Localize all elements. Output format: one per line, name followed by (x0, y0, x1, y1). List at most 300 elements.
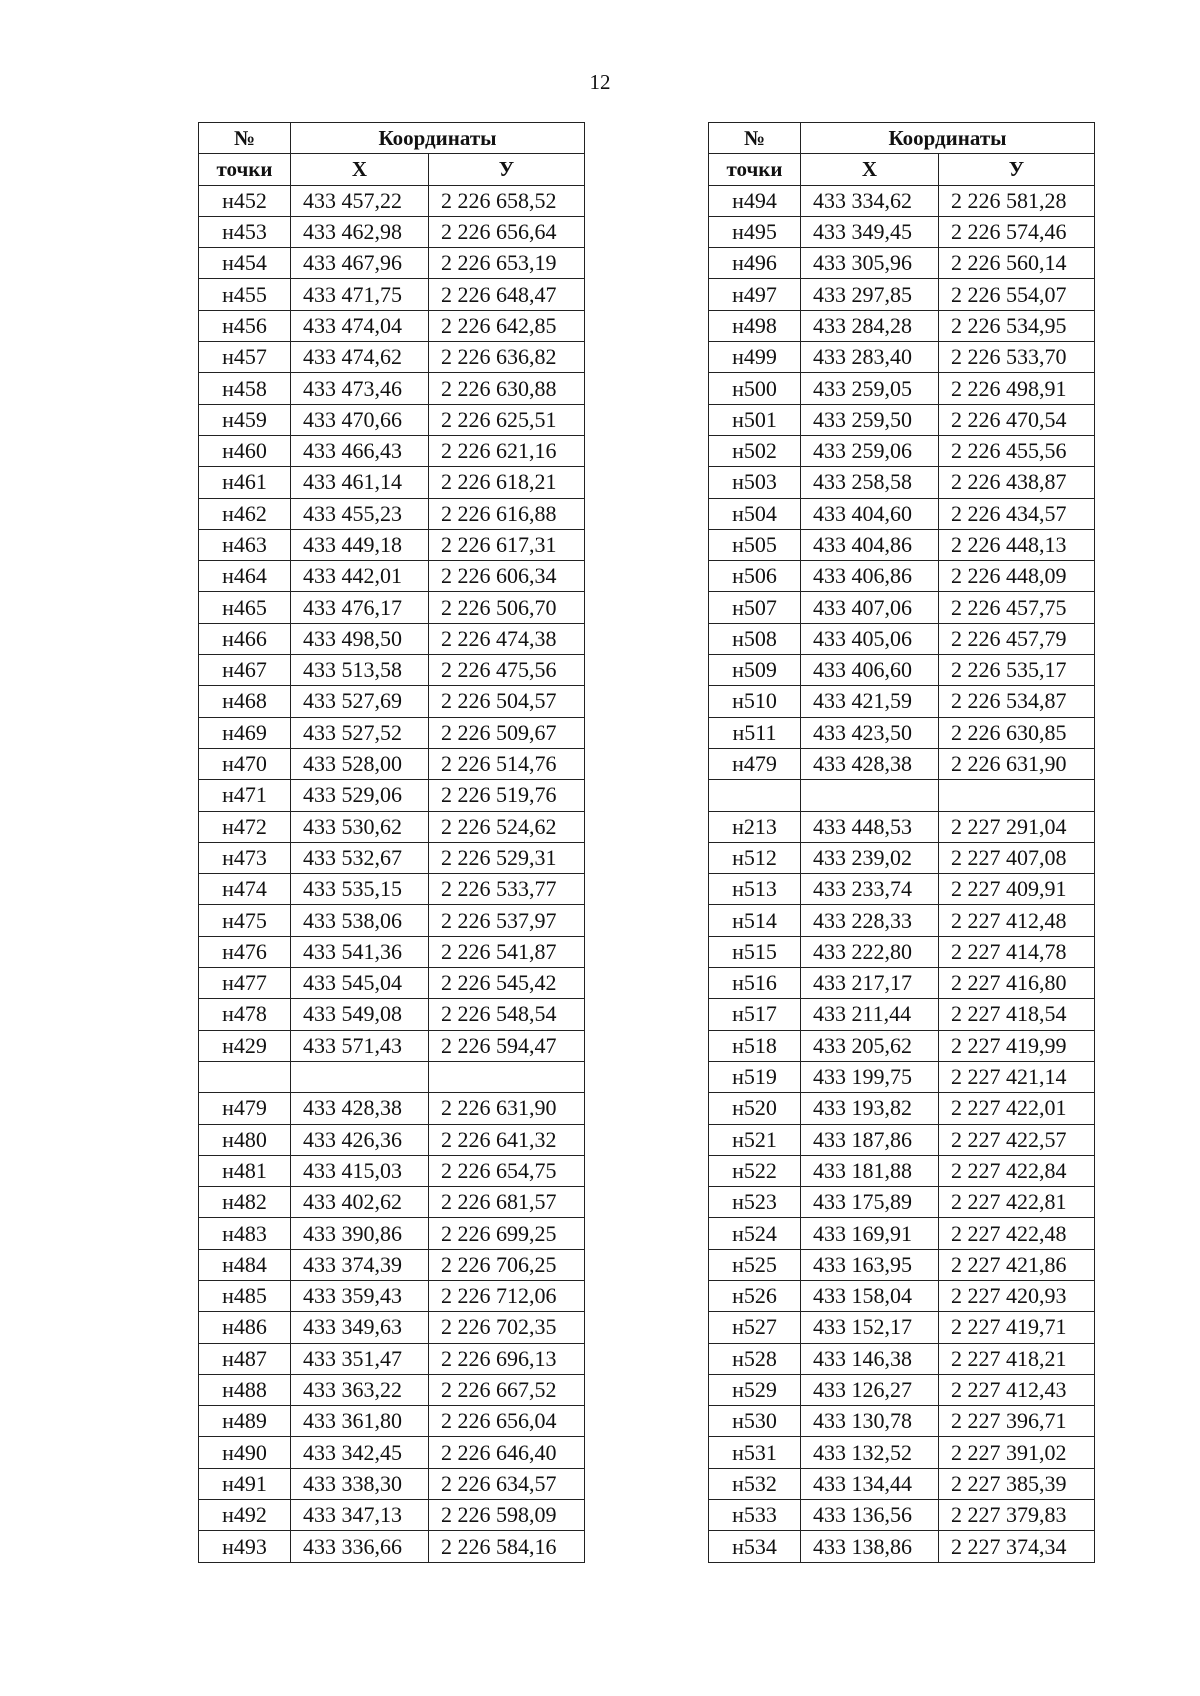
point-id-cell: н457 (199, 342, 291, 373)
table-row (709, 1343, 1095, 1374)
x-header: Х (291, 154, 429, 185)
point-id-cell: н531 (709, 1437, 801, 1468)
x-coordinate-cell: 433 406,60 (801, 655, 939, 686)
point-id-cell: н507 (709, 592, 801, 623)
x-coordinate-cell: 433 405,06 (801, 623, 939, 654)
table-row (709, 498, 1095, 529)
point-id-cell: н469 (199, 717, 291, 748)
table-row (199, 310, 585, 341)
point-id-cell: н523 (709, 1187, 801, 1218)
y-coordinate-cell: 2 226 699,25 (429, 1218, 585, 1249)
point-id-cell: н503 (709, 467, 801, 498)
y-coordinate-cell: 2 226 584,16 (429, 1531, 585, 1562)
table-row (709, 842, 1095, 873)
point-id-cell: н505 (709, 529, 801, 560)
x-coordinate-cell: 433 406,86 (801, 561, 939, 592)
y-coordinate-cell: 2 226 594,47 (429, 1030, 585, 1061)
table-row (709, 467, 1095, 498)
point-id-cell: н515 (709, 936, 801, 967)
x-coordinate-cell: 433 347,13 (291, 1500, 429, 1531)
table-row (199, 1343, 585, 1374)
y-coordinate-cell: 2 226 654,75 (429, 1155, 585, 1186)
x-coordinate-cell: 433 529,06 (291, 780, 429, 811)
x-coordinate-cell: 433 428,38 (291, 1093, 429, 1124)
x-coordinate-cell: 433 457,22 (291, 185, 429, 216)
x-coordinate-cell: 433 338,30 (291, 1468, 429, 1499)
point-id-cell: н509 (709, 655, 801, 686)
y-coordinate-cell: 2 227 422,84 (939, 1155, 1095, 1186)
point-id-cell: н529 (709, 1374, 801, 1405)
x-coordinate-cell: 433 361,80 (291, 1406, 429, 1437)
table-row (709, 1406, 1095, 1437)
x-coordinate-cell: 433 136,56 (801, 1500, 939, 1531)
y-coordinate-cell: 2 226 470,54 (939, 404, 1095, 435)
y-coordinate-cell: 2 226 533,77 (429, 874, 585, 905)
x-coordinate-cell: 433 415,03 (291, 1155, 429, 1186)
y-coordinate-cell: 2 226 712,06 (429, 1280, 585, 1311)
y-coordinate-cell: 2 226 438,87 (939, 467, 1095, 498)
point-id-cell: н470 (199, 748, 291, 779)
x-coordinate-cell: 433 297,85 (801, 279, 939, 310)
y-coordinate-cell: 2 227 379,83 (939, 1500, 1095, 1531)
table-row (199, 216, 585, 247)
x-coordinate-cell: 433 421,59 (801, 686, 939, 717)
x-coordinate-cell: 433 134,44 (801, 1468, 939, 1499)
table-row (199, 1406, 585, 1437)
y-coordinate-cell: 2 227 396,71 (939, 1406, 1095, 1437)
y-coordinate-cell: 2 226 656,04 (429, 1406, 585, 1437)
table-row (199, 1093, 585, 1124)
point-id-cell: н511 (709, 717, 801, 748)
table-row (199, 874, 585, 905)
point-id-cell: н461 (199, 467, 291, 498)
x-coordinate-cell: 433 205,62 (801, 1030, 939, 1061)
point-id-cell: н527 (709, 1312, 801, 1343)
y-coordinate-cell: 2 226 702,35 (429, 1312, 585, 1343)
x-coordinate-cell: 433 530,62 (291, 811, 429, 842)
x-coordinate-cell: 433 473,46 (291, 373, 429, 404)
y-coordinate-cell: 2 226 514,76 (429, 748, 585, 779)
table-row (709, 936, 1095, 967)
table-row (199, 185, 585, 216)
point-id-cell: н468 (199, 686, 291, 717)
coordinates-header: Координаты (801, 123, 1095, 154)
table-row (709, 373, 1095, 404)
x-coordinate-cell: 433 571,43 (291, 1030, 429, 1061)
table-row (199, 1312, 585, 1343)
y-coordinate-cell: 2 227 421,14 (939, 1061, 1095, 1092)
y-coordinate-cell: 2 226 656,64 (429, 216, 585, 247)
point-id-cell: н482 (199, 1187, 291, 1218)
y-coordinate-cell: 2 226 653,19 (429, 248, 585, 279)
y-coordinate-cell: 2 226 641,32 (429, 1124, 585, 1155)
point-id-cell: н492 (199, 1500, 291, 1531)
y-coordinate-cell (939, 780, 1095, 811)
point-id-cell: н474 (199, 874, 291, 905)
table-row (199, 1437, 585, 1468)
table-row (199, 1061, 585, 1092)
table-row (709, 1374, 1095, 1405)
point-id-cell: н471 (199, 780, 291, 811)
x-coordinate-cell: 433 467,96 (291, 248, 429, 279)
point-id-cell: н467 (199, 655, 291, 686)
x-coordinate-cell: 433 239,02 (801, 842, 939, 873)
y-coordinate-cell: 2 226 519,76 (429, 780, 585, 811)
y-coordinate-cell: 2 226 474,38 (429, 623, 585, 654)
y-coordinate-cell: 2 226 534,95 (939, 310, 1095, 341)
point-id-cell: н532 (709, 1468, 801, 1499)
point-id-cell: н525 (709, 1249, 801, 1280)
table-row (199, 1500, 585, 1531)
point-number-header-line1: № (709, 123, 801, 154)
table-row (709, 1030, 1095, 1061)
table-row (199, 1468, 585, 1499)
x-coordinate-cell: 433 390,86 (291, 1218, 429, 1249)
x-coordinate-cell: 433 374,39 (291, 1249, 429, 1280)
table-row (199, 1218, 585, 1249)
y-coordinate-cell: 2 226 631,90 (939, 748, 1095, 779)
y-coordinate-cell: 2 226 606,34 (429, 561, 585, 592)
x-coordinate-cell (291, 1061, 429, 1092)
point-id-cell: н483 (199, 1218, 291, 1249)
point-id-cell: н497 (709, 279, 801, 310)
header-row-top (199, 123, 585, 154)
x-coordinate-cell: 433 470,66 (291, 404, 429, 435)
y-coordinate-cell: 2 226 533,70 (939, 342, 1095, 373)
y-coordinate-cell: 2 226 541,87 (429, 936, 585, 967)
point-id-cell: н521 (709, 1124, 801, 1155)
y-coordinate-cell: 2 227 422,57 (939, 1124, 1095, 1155)
y-coordinate-cell: 2 227 420,93 (939, 1280, 1095, 1311)
y-coordinate-cell: 2 226 648,47 (429, 279, 585, 310)
y-coordinate-cell: 2 226 457,75 (939, 592, 1095, 623)
table-row (709, 1187, 1095, 1218)
x-coordinate-cell: 433 466,43 (291, 435, 429, 466)
x-coordinate-cell: 433 349,63 (291, 1312, 429, 1343)
point-id-cell: н453 (199, 216, 291, 247)
table-row (199, 1249, 585, 1280)
x-coordinate-cell: 433 349,45 (801, 216, 939, 247)
x-coordinate-cell: 433 334,62 (801, 185, 939, 216)
y-coordinate-cell: 2 226 529,31 (429, 842, 585, 873)
point-number-header-line2: точки (199, 154, 291, 185)
table-row (709, 529, 1095, 560)
x-coordinate-cell: 433 193,82 (801, 1093, 939, 1124)
y-coordinate-cell: 2 227 414,78 (939, 936, 1095, 967)
x-coordinate-cell: 433 428,38 (801, 748, 939, 779)
point-id-cell: н514 (709, 905, 801, 936)
table-row (199, 467, 585, 498)
x-coordinate-cell: 433 471,75 (291, 279, 429, 310)
y-coordinate-cell: 2 226 618,21 (429, 467, 585, 498)
x-coordinate-cell: 433 158,04 (801, 1280, 939, 1311)
table-row (709, 404, 1095, 435)
x-coordinate-cell: 433 283,40 (801, 342, 939, 373)
table-row (709, 279, 1095, 310)
y-coordinate-cell: 2 226 706,25 (429, 1249, 585, 1280)
table-row (199, 561, 585, 592)
coordinates-table-right (708, 122, 1095, 1563)
y-coordinate-cell: 2 226 625,51 (429, 404, 585, 435)
point-number-header-line1: № (199, 123, 291, 154)
x-coordinate-cell: 433 351,47 (291, 1343, 429, 1374)
y-header: У (429, 154, 585, 185)
x-coordinate-cell: 433 187,86 (801, 1124, 939, 1155)
point-id-cell: н498 (709, 310, 801, 341)
table-row (709, 1500, 1095, 1531)
table-row (199, 404, 585, 435)
x-coordinate-cell: 433 474,62 (291, 342, 429, 373)
table-row (199, 498, 585, 529)
x-coordinate-cell: 433 541,36 (291, 936, 429, 967)
table-body-left (199, 185, 585, 1562)
point-id-cell: н458 (199, 373, 291, 404)
x-coordinate-cell: 433 132,52 (801, 1437, 939, 1468)
point-id-cell: н495 (709, 216, 801, 247)
y-coordinate-cell: 2 226 475,56 (429, 655, 585, 686)
table-row (199, 623, 585, 654)
x-coordinate-cell: 433 527,52 (291, 717, 429, 748)
point-id-cell: н530 (709, 1406, 801, 1437)
x-coordinate-cell: 433 233,74 (801, 874, 939, 905)
table-row (199, 686, 585, 717)
x-coordinate-cell: 433 474,04 (291, 310, 429, 341)
table-row (709, 342, 1095, 373)
table-row (199, 279, 585, 310)
y-coordinate-cell: 2 226 448,13 (939, 529, 1095, 560)
table-row (199, 592, 585, 623)
x-coordinate-cell: 433 535,15 (291, 874, 429, 905)
table-row (709, 1093, 1095, 1124)
table-row (709, 310, 1095, 341)
point-id-cell: н534 (709, 1531, 801, 1562)
x-coordinate-cell: 433 146,38 (801, 1343, 939, 1374)
x-coordinate-cell: 433 258,58 (801, 467, 939, 498)
x-coordinate-cell: 433 423,50 (801, 717, 939, 748)
point-id-cell: н494 (709, 185, 801, 216)
point-id-cell: н464 (199, 561, 291, 592)
table-row (199, 1531, 585, 1562)
y-coordinate-cell: 2 227 391,02 (939, 1437, 1095, 1468)
point-id-cell: н504 (709, 498, 801, 529)
x-coordinate-cell: 433 342,45 (291, 1437, 429, 1468)
point-id-cell: н510 (709, 686, 801, 717)
point-id-cell: н490 (199, 1437, 291, 1468)
point-id-cell: н465 (199, 592, 291, 623)
y-coordinate-cell: 2 226 504,57 (429, 686, 585, 717)
table-row (199, 748, 585, 779)
table-body-right (709, 185, 1095, 1562)
x-coordinate-cell: 433 181,88 (801, 1155, 939, 1186)
y-coordinate-cell: 2 227 407,08 (939, 842, 1095, 873)
point-id-cell: н478 (199, 999, 291, 1030)
x-coordinate-cell: 433 404,86 (801, 529, 939, 560)
y-coordinate-cell: 2 226 535,17 (939, 655, 1095, 686)
x-coordinate-cell: 433 461,14 (291, 467, 429, 498)
x-coordinate-cell: 433 163,95 (801, 1249, 939, 1280)
y-coordinate-cell: 2 226 509,67 (429, 717, 585, 748)
table-row (709, 780, 1095, 811)
y-coordinate-cell: 2 226 667,52 (429, 1374, 585, 1405)
header-row-bottom (199, 154, 585, 185)
y-coordinate-cell: 2 227 419,71 (939, 1312, 1095, 1343)
y-coordinate-cell: 2 227 418,21 (939, 1343, 1095, 1374)
x-coordinate-cell: 433 549,08 (291, 999, 429, 1030)
point-id-cell: н518 (709, 1030, 801, 1061)
x-coordinate-cell: 433 527,69 (291, 686, 429, 717)
table-row (199, 655, 585, 686)
y-coordinate-cell: 2 226 642,85 (429, 310, 585, 341)
point-id-cell: н506 (709, 561, 801, 592)
table-row (199, 717, 585, 748)
point-id-cell: н475 (199, 905, 291, 936)
page-number: 12 (589, 70, 611, 94)
point-id-cell: н454 (199, 248, 291, 279)
x-coordinate-cell: 433 407,06 (801, 592, 939, 623)
y-coordinate-cell: 2 226 554,07 (939, 279, 1095, 310)
y-coordinate-cell: 2 227 374,34 (939, 1531, 1095, 1562)
y-coordinate-cell: 2 227 422,01 (939, 1093, 1095, 1124)
point-id-cell: н501 (709, 404, 801, 435)
x-coordinate-cell: 433 513,58 (291, 655, 429, 686)
table-row (709, 874, 1095, 905)
x-coordinate-cell: 433 175,89 (801, 1187, 939, 1218)
point-id-cell: н528 (709, 1343, 801, 1374)
point-id-cell: н477 (199, 968, 291, 999)
table-row (199, 811, 585, 842)
table-row (709, 1531, 1095, 1562)
point-id-cell: н517 (709, 999, 801, 1030)
y-coordinate-cell: 2 226 574,46 (939, 216, 1095, 247)
point-id-cell: н502 (709, 435, 801, 466)
table-row (199, 968, 585, 999)
point-id-cell: н496 (709, 248, 801, 279)
x-coordinate-cell: 433 259,50 (801, 404, 939, 435)
point-id-cell: н524 (709, 1218, 801, 1249)
x-coordinate-cell: 433 152,17 (801, 1312, 939, 1343)
point-id-cell: н491 (199, 1468, 291, 1499)
point-id-cell: н213 (709, 811, 801, 842)
table-row (709, 811, 1095, 842)
x-coordinate-cell: 433 404,60 (801, 498, 939, 529)
point-id-cell: н488 (199, 1374, 291, 1405)
x-coordinate-cell: 433 305,96 (801, 248, 939, 279)
point-id-cell: н459 (199, 404, 291, 435)
y-coordinate-cell: 2 227 421,86 (939, 1249, 1095, 1280)
y-coordinate-cell: 2 226 598,09 (429, 1500, 585, 1531)
y-coordinate-cell: 2 227 422,48 (939, 1218, 1095, 1249)
y-coordinate-cell: 2 226 636,82 (429, 342, 585, 373)
point-id-cell: н513 (709, 874, 801, 905)
x-coordinate-cell: 433 199,75 (801, 1061, 939, 1092)
point-id-cell: н485 (199, 1280, 291, 1311)
table-row (709, 905, 1095, 936)
point-id-cell: н522 (709, 1155, 801, 1186)
x-coordinate-cell (801, 780, 939, 811)
y-coordinate-cell: 2 227 412,48 (939, 905, 1095, 936)
table-row (709, 748, 1095, 779)
table-row (199, 842, 585, 873)
y-coordinate-cell: 2 226 448,09 (939, 561, 1095, 592)
point-id-cell: н455 (199, 279, 291, 310)
x-coordinate-cell: 433 228,33 (801, 905, 939, 936)
table-row (199, 780, 585, 811)
point-id-cell: н480 (199, 1124, 291, 1155)
point-id-cell: н473 (199, 842, 291, 873)
x-coordinate-cell: 433 284,28 (801, 310, 939, 341)
table-row (709, 655, 1095, 686)
point-number-header-line2: точки (709, 154, 801, 185)
table-row (709, 185, 1095, 216)
table-row (709, 717, 1095, 748)
table-row (709, 1124, 1095, 1155)
x-header: Х (801, 154, 939, 185)
point-id-cell: н479 (709, 748, 801, 779)
y-coordinate-cell: 2 226 634,57 (429, 1468, 585, 1499)
y-coordinate-cell: 2 226 455,56 (939, 435, 1095, 466)
y-coordinate-cell: 2 227 385,39 (939, 1468, 1095, 1499)
point-id-cell (199, 1061, 291, 1092)
header-row-bottom (709, 154, 1095, 185)
y-coordinate-cell: 2 227 418,54 (939, 999, 1095, 1030)
point-id-cell: н472 (199, 811, 291, 842)
table-row (709, 686, 1095, 717)
table-row (199, 936, 585, 967)
y-coordinate-cell: 2 227 291,04 (939, 811, 1095, 842)
point-id-cell: н463 (199, 529, 291, 560)
point-id-cell: н520 (709, 1093, 801, 1124)
point-id-cell: н487 (199, 1343, 291, 1374)
y-coordinate-cell: 2 227 419,99 (939, 1030, 1095, 1061)
x-coordinate-cell: 433 222,80 (801, 936, 939, 967)
table-row (199, 1374, 585, 1405)
x-coordinate-cell: 433 363,22 (291, 1374, 429, 1405)
x-coordinate-cell: 433 336,66 (291, 1531, 429, 1562)
table-row (199, 1030, 585, 1061)
y-coordinate-cell: 2 226 681,57 (429, 1187, 585, 1218)
y-coordinate-cell: 2 226 630,85 (939, 717, 1095, 748)
y-coordinate-cell: 2 226 696,13 (429, 1343, 585, 1374)
y-coordinate-cell: 2 226 434,57 (939, 498, 1095, 529)
point-id-cell: н516 (709, 968, 801, 999)
point-id-cell: н533 (709, 1500, 801, 1531)
table-row (709, 1280, 1095, 1311)
point-id-cell: н499 (709, 342, 801, 373)
y-coordinate-cell: 2 227 416,80 (939, 968, 1095, 999)
y-coordinate-cell: 2 226 498,91 (939, 373, 1095, 404)
point-id-cell: н512 (709, 842, 801, 873)
point-id-cell: н519 (709, 1061, 801, 1092)
table-row (709, 1437, 1095, 1468)
coordinates-header: Координаты (291, 123, 585, 154)
y-coordinate-cell: 2 226 545,42 (429, 968, 585, 999)
header-row-top (709, 123, 1095, 154)
x-coordinate-cell: 433 455,23 (291, 498, 429, 529)
point-id-cell: н460 (199, 435, 291, 466)
y-coordinate-cell: 2 226 616,88 (429, 498, 585, 529)
y-coordinate-cell: 2 226 646,40 (429, 1437, 585, 1468)
y-coordinate-cell: 2 226 506,70 (429, 592, 585, 623)
point-id-cell: н456 (199, 310, 291, 341)
table-row (709, 968, 1095, 999)
x-coordinate-cell: 433 476,17 (291, 592, 429, 623)
table-row (709, 216, 1095, 247)
y-coordinate-cell: 2 226 631,90 (429, 1093, 585, 1124)
y-coordinate-cell: 2 226 621,16 (429, 435, 585, 466)
x-coordinate-cell: 433 359,43 (291, 1280, 429, 1311)
y-coordinate-cell: 2 226 630,88 (429, 373, 585, 404)
table-row (199, 1124, 585, 1155)
